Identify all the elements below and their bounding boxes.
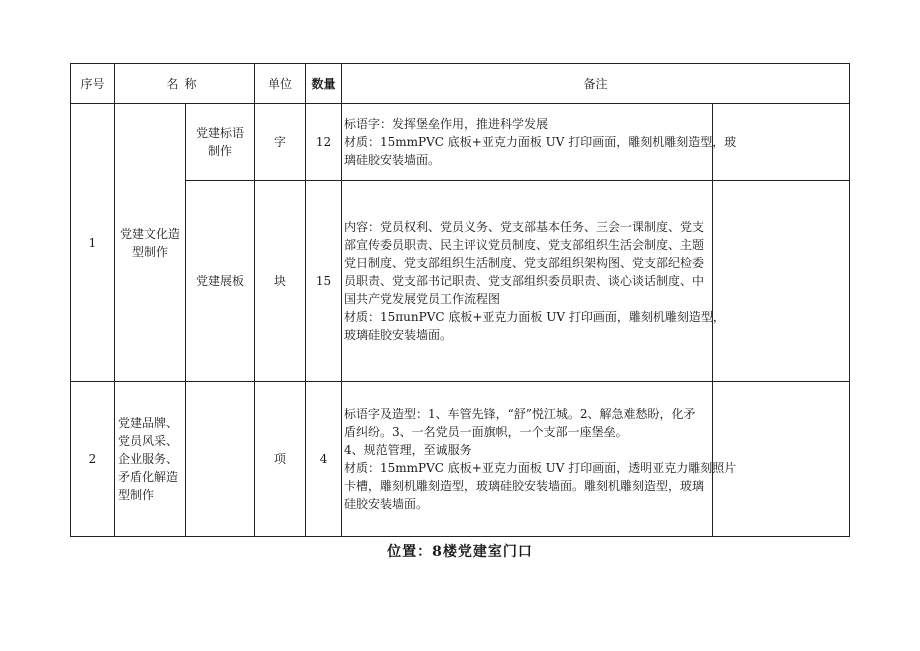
remarks-line: 标语字：发挥堡垒作用，推进科学发展 — [344, 117, 549, 131]
header-unit: 单位 — [255, 64, 306, 104]
header-name: 名称 — [115, 64, 255, 104]
item-qty: 15 — [306, 181, 342, 382]
item-name — [186, 382, 255, 537]
row-category: 党建文化造型制作 — [115, 104, 186, 382]
remarks-line: 员职责、党支部书记职责、党支部组织委员职责、谈心谈话制度、中 — [344, 274, 705, 288]
item-remarks — [342, 382, 737, 537]
table-row — [71, 104, 850, 181]
remarks-line: 标语字及造型：1、车管先锋，“舒”悦江城。2、解急难愁盼，化矛 — [344, 407, 696, 421]
location-caption: 位置：8楼党建室门口 — [387, 544, 533, 560]
item-qty: 4 — [306, 382, 342, 537]
header-index: 序号 — [71, 64, 115, 104]
remarks-line: 玻璃硅胶安装墙面。 — [344, 328, 453, 342]
item-remarks — [342, 104, 737, 181]
remarks-line: 材质：15mmPVC 底板+亚克力面板 UV 打印画面，透明亚克力雕刻照片 — [344, 461, 737, 475]
empty-cell — [713, 382, 850, 537]
remarks-line: 材质：15mmPVC 底板+亚克力面板 UV 打印画面，雕刻机雕刻造型，玻 — [344, 135, 737, 149]
header-remarks: 备注 — [342, 64, 850, 104]
remarks-line: 国共产党发展党员工作流程图 — [344, 292, 501, 306]
spec-table — [70, 63, 850, 537]
remarks-line: 盾纠纷。3、一名党员一面旗帜，一个支部一座堡垒。 — [344, 425, 628, 439]
item-unit: 字 — [255, 104, 306, 181]
remarks-line: 党日制度、党支部组织生活制度、党支部组织架构图、党支部纪检委 — [344, 256, 705, 270]
header-row — [71, 64, 850, 104]
remarks-line: 部宣传委员职责、民主评议党员制度、党支部组织生活会制度、主题 — [344, 238, 705, 252]
item-remarks — [342, 181, 725, 382]
row-index: 2 — [71, 382, 115, 537]
remarks-line: 卡槽，雕刻机雕刻造型，玻璃硅胶安装墙面。雕刻机雕刻造型，玻璃 — [344, 479, 705, 493]
item-unit: 块 — [255, 181, 306, 382]
table-row — [71, 181, 850, 382]
table-row — [71, 382, 850, 537]
remarks-line: 材质：15πunPVC 底板+亚克力面板 UV 打印画面，雕刻机雕刻造型， — [344, 310, 725, 324]
row-category: 党建品牌、党员风采、企业服务、矛盾化解造型制作 — [115, 382, 186, 537]
remarks-line: 内容：党员权利、党员义务、党支部基本任务、三会一课制度、党支 — [344, 220, 705, 234]
remarks-line: 4、规范管理，至诚服务 — [344, 443, 472, 457]
row-index: 1 — [71, 104, 115, 382]
remarks-line: 硅胶安装墙面。 — [344, 497, 429, 511]
item-name: 党建展板 — [186, 181, 255, 382]
item-name: 党建标语制作 — [186, 104, 255, 181]
header-qty: 数量 — [306, 64, 342, 104]
item-qty: 12 — [306, 104, 342, 181]
item-unit: 项 — [255, 382, 306, 537]
empty-cell — [713, 181, 850, 382]
remarks-line: 璃硅胶安装墙面。 — [344, 153, 441, 167]
